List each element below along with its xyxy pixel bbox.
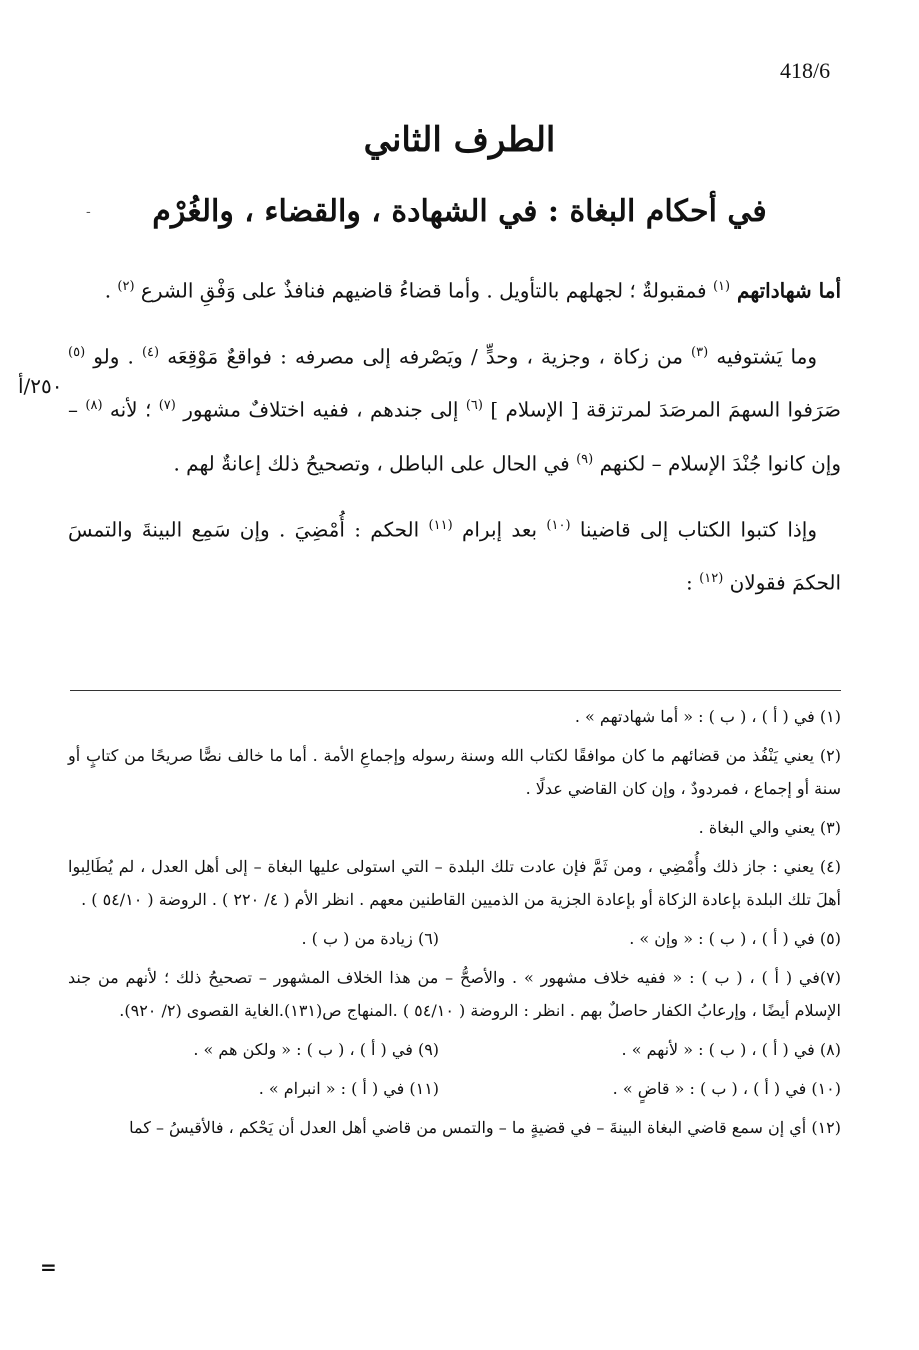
footnote-row-10-11: [68, 1072, 841, 1105]
footnote-ref: (٩): [576, 451, 594, 467]
continuation-mark: =: [40, 1255, 57, 1279]
paragraph: [68, 328, 841, 489]
footnote-1: (١) في ( أ ) ، ( ب ) : « أما شهادتهم » .: [574, 707, 841, 726]
footnote-8: (٨) في ( أ ) ، ( ب ) : « لأنهم » .: [621, 1040, 841, 1059]
footnote-7: (٧)في ( أ ) ، ( ب ) : « ففيه خلاف مشهور » . والأصحُّ – من هذا الخلاف المشهور – تصحيحُ ذلك ؛ لأنهم من جند الإسلام أيضًا ، وإرعابُ الكفار حاصلٌ بهم . انظر : الروضة ( ٥٤/١٠ ) .المنهاج ص(١٣١).الغاية القصوى (٢/ ٩٢٠).: [68, 968, 841, 1020]
footnote-ref: (٨): [85, 398, 103, 414]
paragraph: [68, 262, 841, 316]
footnote-3: (٣) يعني والي البغاة .: [698, 818, 841, 837]
text-segment: الحكم : أُمْضِيَ . وإن سَمِع البينةَ والتمسَ الحكمَ فقولان: [68, 517, 841, 595]
text-segment: وإذا كتبوا الكتاب إلى قاضينا: [570, 517, 818, 542]
footnote-6: (٦) زيادة من ( ب ) .: [301, 929, 440, 948]
footnote-4: (٤) يعني : جاز ذلك وأُمْضِي ، ومن ثَمَّ فإن عادت تلك البلدة – التي استولى عليها البغاة – إلى أهل العدل ، لم يُطَالِبوا أهلَ تلك البلدة بإعادة الزكاة أو بإعادة الجزية من الذميين القاطنين معهم . انظر الأم ( ٤/ ٢٢٠ ) . الروضة ( ٥٤/١٠ ) .: [68, 857, 841, 909]
page-number: 418/6: [780, 58, 831, 83]
text-segment: في الحال على الباطل ، وتصحيحُ ذلك إعانةٌ لهم .: [173, 451, 577, 476]
footnote-ref: (١١): [428, 517, 453, 533]
paragraph: [68, 501, 841, 608]
text-segment: – وإن كانوا جُنْدَ الإسلام – لكنهم: [68, 397, 841, 476]
footnote-10: (١٠) في ( أ ) ، ( ب ) : « قاضٍ » .: [612, 1079, 841, 1098]
footnote-row-8-9: [68, 1033, 841, 1066]
part-heading: الطرف الثاني: [363, 120, 556, 160]
footnote-ref: (٢): [117, 279, 135, 294]
text-segment: فمقبولةٌ ؛ لجهلهم بالتأويل . وأما قضاءُ قاضيهم فنافذٌ على وَفْقِ الشرع: [134, 278, 713, 303]
text-segment: بعد إبرام: [452, 517, 547, 542]
text-segment: .: [104, 278, 118, 303]
text-segment: . ولو: [85, 344, 142, 369]
text-segment: صَرَفوا السهمَ المرصَدَ لمرتزقة [ الإسلام ]: [482, 397, 842, 422]
footnote-11: (١١) في ( أ ) : « انبرام » .: [258, 1079, 440, 1098]
chapter-subtitle: في أحكام البغاة : في الشهادة ، والقضاء ، والغُرْم: [152, 194, 767, 229]
text-segment: :: [686, 570, 700, 595]
text-segment: من زكاة ، وجزية ، وحدٍّ / ويَصْرفه إلى مصرفه : فواقعٌ مَوْقِعَه: [159, 344, 692, 369]
footnote-ref: (٦): [465, 398, 483, 414]
text-segment: إلى جندهم ، ففيه اختلافٌ مشهور: [175, 397, 466, 422]
footnote-9: (٩) في ( أ ) ، ( ب ) : « ولكن هم » .: [193, 1040, 440, 1059]
footnote-row-5-6: [68, 922, 841, 955]
footnote-ref: (١٠): [546, 517, 571, 533]
footnote-ref: (٧): [158, 398, 176, 414]
text-segment: وما يَشتوفيه: [708, 344, 817, 369]
main-text: [68, 262, 841, 620]
footnote-ref: (٤): [141, 344, 160, 360]
text-segment: ؛ لأنه: [102, 397, 159, 422]
footnote-ref: (١٢): [699, 571, 724, 587]
footnote-ref: (٣): [691, 344, 709, 360]
footnote-2: (٢) يعني يَنْفُذ من قضائهم ما كان موافقًا لكتاب الله وسنة رسوله وإجماعِ الأمة . أما ما خالف نصًّا صريحًا من كتابٍ أو سنة أو إجماع ، فمردودٌ ، وإن كان القاضي عدلًا .: [68, 746, 841, 798]
footnote-rule: [70, 690, 841, 691]
paragraph-lead: أما شهاداتهم: [730, 278, 841, 303]
footnote-12: (١٢) أي إن سمع قاضي البغاة البينةَ – في قضيةٍ ما – والتمس من قاضي أهل العدل أن يَحْكم ، فالأقيسُ – كما: [129, 1118, 841, 1137]
footnote-5: (٥) في ( أ ) ، ( ب ) : « وإن » .: [629, 929, 841, 948]
margin-folio-ref: ٢٥٠/أ: [18, 374, 63, 398]
footnote-ref: (٥): [68, 344, 86, 360]
stray-mark: -: [86, 204, 91, 220]
footnotes: [68, 700, 841, 1150]
footnote-ref: (١): [712, 279, 731, 294]
